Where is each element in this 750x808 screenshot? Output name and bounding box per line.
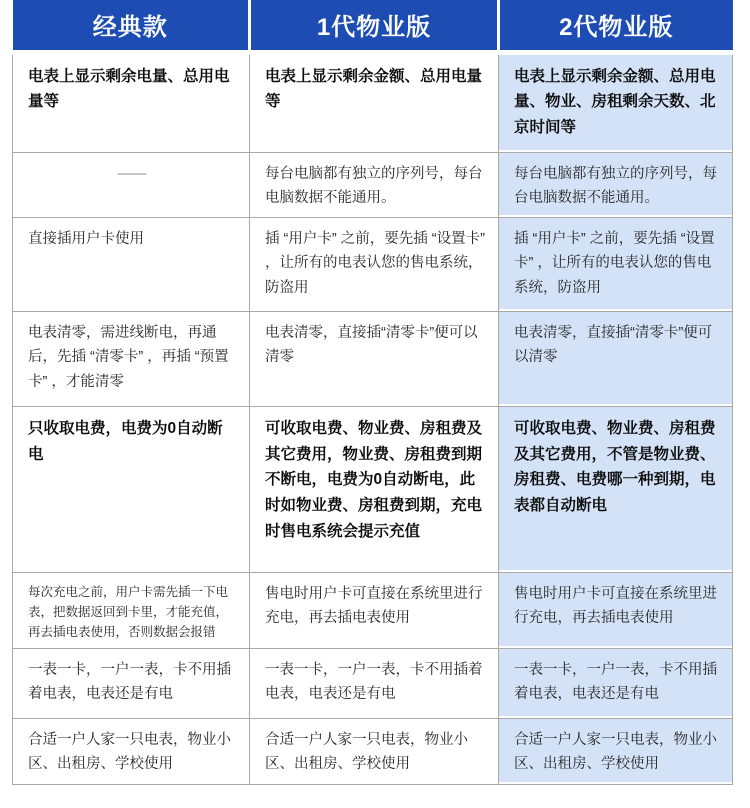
- table-row-3: [13, 217, 733, 311]
- header-row: [13, 0, 733, 52]
- cell-r3-c2: 插 “用户卡” 之前，要先插 “设置卡” ，让所有的电表认您的售电系统，防盗用: [250, 217, 499, 311]
- cell-r8-c2: 合适一户人家一只电表，物业小区、出租房、学校使用: [250, 718, 499, 784]
- table-row-5: [13, 406, 733, 572]
- cell-r3-c3: 插 “用户卡” 之前，要先插 “设置卡” ，让所有的电表认您的售电系统，防盗用: [499, 217, 733, 311]
- column-header-1: 经典款: [13, 0, 250, 52]
- column-header-3: 2代物业版: [499, 0, 733, 52]
- cell-r6-c3: 售电时用户卡可直接在系统里进行充电，再去插电表使用: [499, 572, 733, 648]
- cell-r7-c1: 一表一卡，一户一表，卡不用插着电表，电表还是有电: [13, 648, 250, 718]
- cell-r1-c1: 电表上显示剩余电量、总用电量等: [13, 52, 250, 152]
- cell-r8-c3: 合适一户人家一只电表，物业小区、出租房、学校使用: [499, 718, 733, 784]
- cell-r5-c3: 可收取电费、物业费、房租费及其它费用，不管是物业费、房租费、电费哪一种到期，电表都自动断电: [499, 406, 733, 572]
- cell-r1-c3: 电表上显示剩余金额、总用电量、物业、房租剩余天数、北京时间等: [499, 52, 733, 152]
- cell-r2-c3: 每台电脑都有独立的序列号，每台电脑数据不能通用。: [499, 152, 733, 217]
- cell-r5-c2: 可收取电费、物业费、房租费及其它费用，物业费、房租费到期不断电，电费为0自动断电，此时如物业费、房租费到期，充电时售电系统会提示充值: [250, 406, 499, 572]
- cell-r1-c2: 电表上显示剩余金额、总用电量等: [250, 52, 499, 152]
- table-row-2: [13, 152, 733, 217]
- cell-r4-c2: 电表清零，直接插“清零卡”便可以清零: [250, 311, 499, 406]
- table-row-8: [13, 718, 733, 784]
- cell-r7-c3: 一表一卡，一户一表，卡不用插着电表，电表还是有电: [499, 648, 733, 718]
- cell-r8-c1: 合适一户人家一只电表，物业小区、出租房、学校使用: [13, 718, 250, 784]
- cell-r6-c2: 售电时用户卡可直接在系统里进行充电，再去插电表使用: [250, 572, 499, 648]
- cell-r7-c2: 一表一卡，一户一表，卡不用插着电表，电表还是有电: [250, 648, 499, 718]
- comparison-table: [12, 0, 733, 785]
- cell-r2-c1: ——: [13, 152, 250, 217]
- cell-r4-c1: 电表清零，需进线断电，再通后，先插 “清零卡” ，再插 “预置卡” ，才能清零: [13, 311, 250, 406]
- cell-r3-c1: 直接插用户卡使用: [13, 217, 250, 311]
- table-row-6: [13, 572, 733, 648]
- column-header-2: 1代物业版: [250, 0, 499, 52]
- cell-r6-c1: 每次充电之前，用户卡需先插一下电表，把数据返回到卡里，才能充值，再去插电表使用，否则数据会报错: [13, 572, 250, 648]
- cell-r4-c3: 电表清零，直接插“清零卡”便可以清零: [499, 311, 733, 406]
- table-row-7: [13, 648, 733, 718]
- table-row-1: [13, 52, 733, 152]
- cell-r5-c1: 只收取电费，电费为0自动断电: [13, 406, 250, 572]
- table-row-4: [13, 311, 733, 406]
- cell-r2-c2: 每台电脑都有独立的序列号，每台电脑数据不能通用。: [250, 152, 499, 217]
